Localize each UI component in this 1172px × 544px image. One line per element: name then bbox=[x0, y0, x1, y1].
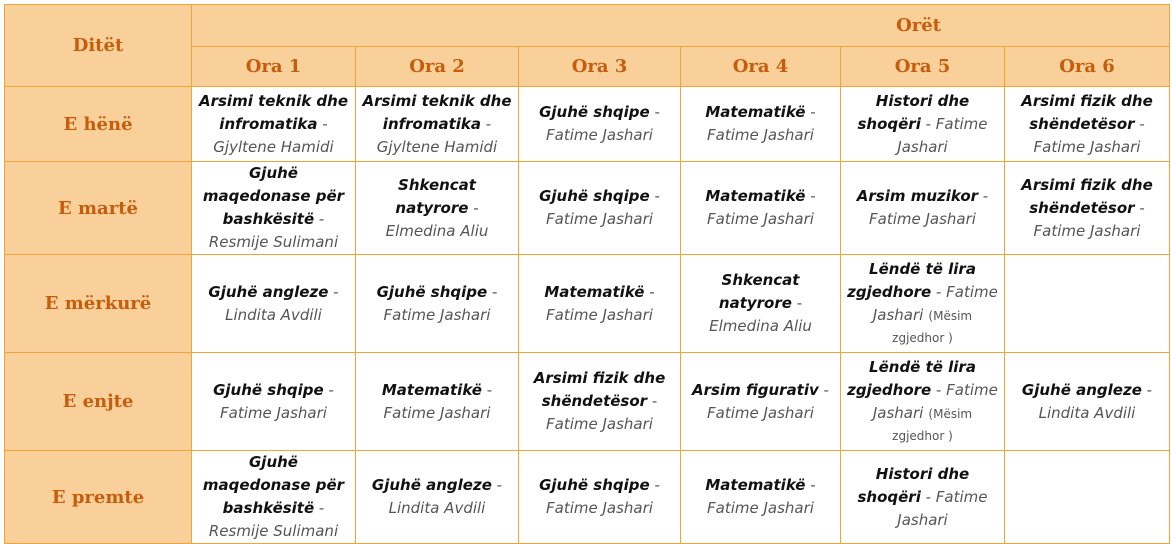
subject-name: Matematikë bbox=[705, 187, 806, 205]
period-header-1: Ora 1 bbox=[192, 47, 356, 87]
subject-name: Arsimi teknik dhe infromatika bbox=[199, 91, 348, 133]
teacher-name: Fatime Jashari bbox=[872, 381, 998, 422]
subject-name: Arsim figurativ bbox=[692, 380, 819, 399]
subject-name: Gjuhë angleze bbox=[371, 476, 492, 494]
subject-name: Gjuhë angleze bbox=[1021, 380, 1142, 399]
separator-dash: - bbox=[328, 282, 339, 301]
subject-name: Gjuhë angleze bbox=[208, 282, 329, 301]
subject-name: Arsimi fizik dhe shëndetësor bbox=[1021, 175, 1153, 217]
subject-name: Matematikë bbox=[544, 282, 645, 301]
subject-name: Arsim muzikor bbox=[856, 187, 979, 205]
hours-header: Orët bbox=[192, 5, 1170, 47]
day-label: E hënë bbox=[5, 87, 192, 162]
schedule-cell bbox=[1005, 255, 1170, 353]
teacher-name: Fatime Jashari bbox=[872, 283, 998, 324]
teacher-name: Lindita Avdili bbox=[1038, 403, 1136, 422]
teacher-name: Fatime Jashari bbox=[707, 210, 814, 228]
teacher-name: Fatime Jashari bbox=[707, 126, 814, 144]
separator-dash: - bbox=[491, 476, 503, 494]
period-header-6: Ora 6 bbox=[1005, 47, 1170, 87]
teacher-name: Gjyltene Hamidi bbox=[213, 137, 334, 156]
day-label: E martë bbox=[5, 162, 192, 255]
separator-dash: - bbox=[931, 283, 947, 301]
separator-dash: - bbox=[314, 499, 325, 517]
separator-dash: - bbox=[644, 282, 655, 301]
schedule-cell bbox=[192, 255, 356, 353]
day-label: E mërkurë bbox=[5, 255, 192, 353]
teacher-name: Resmije Sulimani bbox=[208, 233, 339, 251]
schedule-cell bbox=[356, 162, 519, 255]
schedule-cell bbox=[192, 87, 356, 162]
schedule-cell bbox=[192, 353, 356, 451]
separator-dash: - bbox=[468, 198, 479, 217]
schedule-cell bbox=[356, 353, 519, 451]
teacher-name: Resmije Sulimani bbox=[208, 522, 339, 540]
schedule-cell bbox=[356, 451, 519, 544]
schedule-cell bbox=[1005, 353, 1170, 451]
teacher-name: Fatime Jashari bbox=[546, 305, 653, 324]
schedule-cell bbox=[356, 87, 519, 162]
subject-name: Lëndë të lira zgjedhore bbox=[847, 260, 976, 301]
schedule-cell bbox=[519, 451, 681, 544]
schedule-cell bbox=[192, 451, 356, 544]
teacher-name: Fatime Jashari bbox=[220, 403, 327, 422]
separator-dash: - bbox=[487, 282, 498, 301]
subject-name: Matematikë bbox=[705, 476, 806, 494]
subject-name: Gjuhë shqipe bbox=[539, 476, 650, 494]
period-header-5: Ora 5 bbox=[841, 47, 1005, 87]
schedule-cell bbox=[681, 255, 841, 353]
day-label: E premte bbox=[5, 451, 192, 544]
separator-dash: - bbox=[481, 380, 493, 399]
separator-dash: - bbox=[1141, 380, 1153, 399]
separator-dash: - bbox=[317, 114, 328, 133]
subject-name: Gjuhë shqipe bbox=[376, 282, 488, 301]
cell-note: (Mësim zgjedhor ) bbox=[892, 309, 973, 345]
period-header-4: Ora 4 bbox=[681, 47, 841, 87]
teacher-name: Fatime Jashari bbox=[707, 499, 814, 517]
separator-dash: - bbox=[481, 114, 492, 133]
separator-dash: - bbox=[805, 187, 816, 205]
subject-name: Shkencat natyrore bbox=[718, 271, 800, 312]
schedule-table bbox=[4, 4, 1170, 544]
teacher-name: Fatime Jashari bbox=[383, 305, 491, 324]
subject-name: Gjuhë shqipe bbox=[539, 187, 650, 205]
teacher-name: Lindita Avdili bbox=[388, 499, 486, 517]
teacher-name: Gjyltene Hamidi bbox=[376, 137, 498, 156]
teacher-name: Fatime Jashari bbox=[546, 415, 653, 433]
subject-name: Shkencat natyrore bbox=[395, 175, 476, 217]
schedule-cell bbox=[1005, 162, 1170, 255]
table-row bbox=[5, 87, 1170, 162]
separator-dash: - bbox=[805, 103, 816, 121]
subject-name: Matematikë bbox=[381, 380, 482, 399]
separator-dash: - bbox=[647, 392, 658, 410]
separator-dash: - bbox=[920, 487, 936, 506]
teacher-name: Fatime Jashari bbox=[546, 210, 653, 228]
days-header: Ditët bbox=[5, 5, 192, 87]
period-header-2: Ora 2 bbox=[356, 47, 519, 87]
schedule-cell bbox=[681, 87, 841, 162]
table-row bbox=[5, 255, 1170, 353]
separator-dash: - bbox=[978, 187, 989, 205]
table-row bbox=[5, 451, 1170, 544]
separator-dash: - bbox=[323, 380, 334, 399]
teacher-name: Elmedina Aliu bbox=[385, 221, 489, 240]
table-row bbox=[5, 353, 1170, 451]
schedule-cell bbox=[841, 451, 1005, 544]
separator-dash: - bbox=[314, 210, 325, 228]
schedule-cell bbox=[519, 255, 681, 353]
schedule-cell bbox=[519, 87, 681, 162]
separator-dash: - bbox=[818, 380, 829, 399]
day-label: E enjte bbox=[5, 353, 192, 451]
separator-dash: - bbox=[791, 294, 803, 312]
schedule-cell bbox=[841, 353, 1005, 451]
subject-name: Gjuhë shqipe bbox=[213, 380, 324, 399]
teacher-name: Lindita Avdili bbox=[225, 305, 322, 324]
subject-name: Gjuhë shqipe bbox=[539, 103, 650, 121]
schedule-cell bbox=[192, 162, 356, 255]
subject-name: Histori dhe shoqëri bbox=[857, 464, 970, 506]
schedule-cell bbox=[519, 162, 681, 255]
teacher-name: Fatime Jashari bbox=[546, 499, 653, 517]
separator-dash: - bbox=[931, 381, 947, 399]
teacher-name: Fatime Jashari bbox=[897, 487, 988, 529]
teacher-name: Elmedina Aliu bbox=[709, 317, 812, 335]
schedule-cell bbox=[1005, 87, 1170, 162]
separator-dash: - bbox=[649, 187, 660, 205]
schedule-cell bbox=[356, 255, 519, 353]
schedule-cell bbox=[841, 87, 1005, 162]
schedule-cell bbox=[681, 451, 841, 544]
table-row bbox=[5, 162, 1170, 255]
subject-name: Arsimi teknik dhe infromatika bbox=[362, 91, 512, 133]
separator-dash: - bbox=[649, 476, 660, 494]
subject-name: Gjuhë maqedonase për bashkësitë bbox=[202, 453, 345, 517]
teacher-name: Fatime Jashari bbox=[383, 403, 491, 422]
schedule-cell bbox=[841, 255, 1005, 353]
teacher-name: Fatime Jashari bbox=[869, 210, 976, 228]
teacher-name: Fatime Jashari bbox=[707, 403, 814, 422]
subject-name: Arsimi fizik dhe shëndetësor bbox=[533, 369, 666, 410]
teacher-name: Fatime Jashari bbox=[1033, 137, 1141, 156]
subject-name: Histori dhe shoqëri bbox=[857, 91, 970, 133]
subject-name: Arsimi fizik dhe shëndetësor bbox=[1021, 91, 1153, 133]
teacher-name: Fatime Jashari bbox=[546, 126, 653, 144]
period-header-3: Ora 3 bbox=[519, 47, 681, 87]
teacher-name: Fatime Jashari bbox=[1033, 221, 1141, 240]
separator-dash: - bbox=[649, 103, 660, 121]
separator-dash: - bbox=[1134, 198, 1145, 217]
schedule-cell bbox=[519, 353, 681, 451]
subject-name: Lëndë të lira zgjedhore bbox=[847, 358, 976, 399]
cell-note: (Mësim zgjedhor ) bbox=[892, 407, 973, 443]
teacher-name: Fatime Jashari bbox=[897, 114, 988, 156]
separator-dash: - bbox=[1134, 114, 1145, 133]
separator-dash: - bbox=[805, 476, 816, 494]
schedule-cell bbox=[681, 162, 841, 255]
schedule-cell bbox=[681, 353, 841, 451]
schedule-cell bbox=[1005, 451, 1170, 544]
schedule-cell bbox=[841, 162, 1005, 255]
subject-name: Gjuhë maqedonase për bashkësitë bbox=[202, 164, 345, 228]
subject-name: Matematikë bbox=[705, 103, 806, 121]
separator-dash: - bbox=[920, 114, 936, 133]
